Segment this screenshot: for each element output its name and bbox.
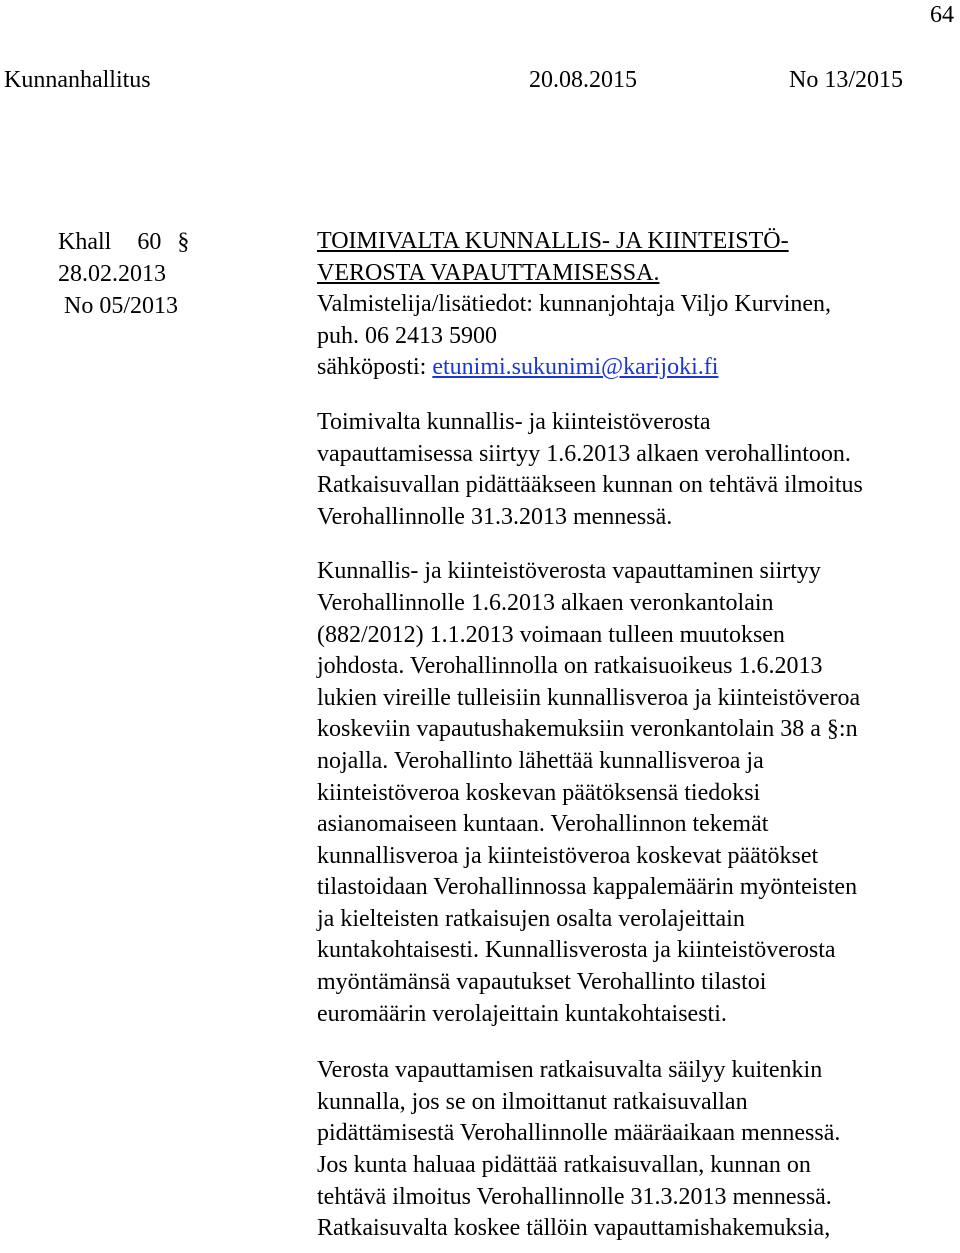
paragraph-2 — [317, 556, 957, 1030]
paragraph-line: Ratkaisuvallan pidättääkseen kunnan on tehtävä ilmoitus — [317, 472, 863, 499]
heading-line-2: VEROSTA VAPAUTTAMISESSA. — [317, 259, 660, 286]
paragraph-line: myöntämänsä vapautukset Verohallinto tilastoi — [317, 969, 767, 996]
paragraph-line: asianomaiseen kuntaan. Verohallinnon tekemät — [317, 811, 769, 838]
paragraph-3 — [317, 1055, 957, 1245]
paragraph-line: johdosta. Verohallinnolla on ratkaisuoikeus 1.6.2013 — [317, 653, 823, 680]
paragraph-line: kiinteistöveroa koskevan päätöksensä tiedoksi — [317, 779, 761, 806]
reference-khall-line — [58, 226, 189, 258]
phone-line: puh. 06 2413 5900 — [317, 322, 497, 349]
reference-number: No 05/2013 — [64, 293, 178, 319]
preparer-info — [317, 289, 957, 384]
email-label: sähköposti: — [317, 354, 427, 381]
paragraph-line: tehtävä ilmoitus Verohallinnolle 31.3.2013 mennessä. — [317, 1183, 832, 1210]
paragraph-line: lukien vireille tulleisiin kunnallisveroa ja kiinteistöveroa — [317, 684, 861, 711]
header-date: 20.08.2015 — [529, 67, 637, 93]
paragraph-line: Verohallinnolle 31.3.2013 mennessä. — [317, 503, 673, 530]
paragraph-line: koskeviin vapautushakemuksiin veronkantolain 38 a §:n — [317, 716, 858, 743]
paragraph-line: nojalla. Verohallinto lähettää kunnallisveroa ja — [317, 747, 764, 774]
paragraph-line: (882/2012) 1.1.2013 voimaan tulleen muutoksen — [317, 621, 785, 648]
paragraph-line: Kunnallis- ja kiinteistöverosta vapauttaminen siirtyy — [317, 558, 821, 585]
agenda-heading — [317, 226, 957, 289]
header-number: No 13/2015 — [789, 67, 903, 93]
paragraph-line: ja kielteisten ratkaisujen osalta verolajeittain — [317, 905, 745, 932]
paragraph-line: Jos kunta haluaa pidättää ratkaisuvallan, kunnan on — [317, 1152, 811, 1179]
email-link[interactable]: etunimi.sukunimi@karijoki.fi — [432, 354, 719, 381]
page-number: 64 — [930, 2, 954, 28]
email-line — [317, 352, 957, 384]
section-sign: § — [177, 229, 190, 255]
main-content — [317, 226, 957, 1245]
header-title: Kunnanhallitus — [4, 67, 151, 93]
paragraph-line: kuntakohtaisesti. Kunnallisverosta ja kiinteistöverosta — [317, 937, 836, 964]
preparer-line: Valmistelija/lisätiedot: kunnanjohtaja Viljo Kurvinen, — [317, 291, 832, 318]
paragraph-line: Verosta vapauttamisen ratkaisuvalta säilyy kuitenkin — [317, 1057, 823, 1084]
paragraph-line: pidättämisestä Verohallinnolle määräaikaan mennessä. — [317, 1120, 841, 1147]
heading-line-1: TOIMIVALTA KUNNALLIS- JA KIINTEISTÖ- — [317, 228, 789, 254]
paragraph-line: euromäärin verolajeittain kuntakohtaisesti. — [317, 1000, 727, 1027]
paragraph-line: Ratkaisuvalta koskee tällöin vapauttamishakemuksia, — [317, 1215, 831, 1242]
paragraph-line: kunnallisveroa ja kiinteistöveroa koskevat päätökset — [317, 842, 819, 869]
paragraph-line: tilastoidaan Verohallinnossa kappalemäärin myönteisten — [317, 874, 858, 901]
reference-khall: Khall — [58, 229, 112, 255]
paragraph-line: vapauttamisessa siirtyy 1.6.2013 alkaen verohallintoon. — [317, 440, 851, 467]
reference-date: 28.02.2013 — [58, 261, 166, 287]
paragraph-1 — [317, 407, 957, 533]
reference-khall-number: 60 — [137, 229, 162, 255]
paragraph-line: Toimivalta kunnallis- ja kiinteistöverosta — [317, 408, 711, 435]
paragraph-line: Verohallinnolle 1.6.2013 alkaen veronkantolain — [317, 589, 774, 616]
paragraph-line: kunnalla, jos se on ilmoittanut ratkaisuvallan — [317, 1088, 748, 1115]
